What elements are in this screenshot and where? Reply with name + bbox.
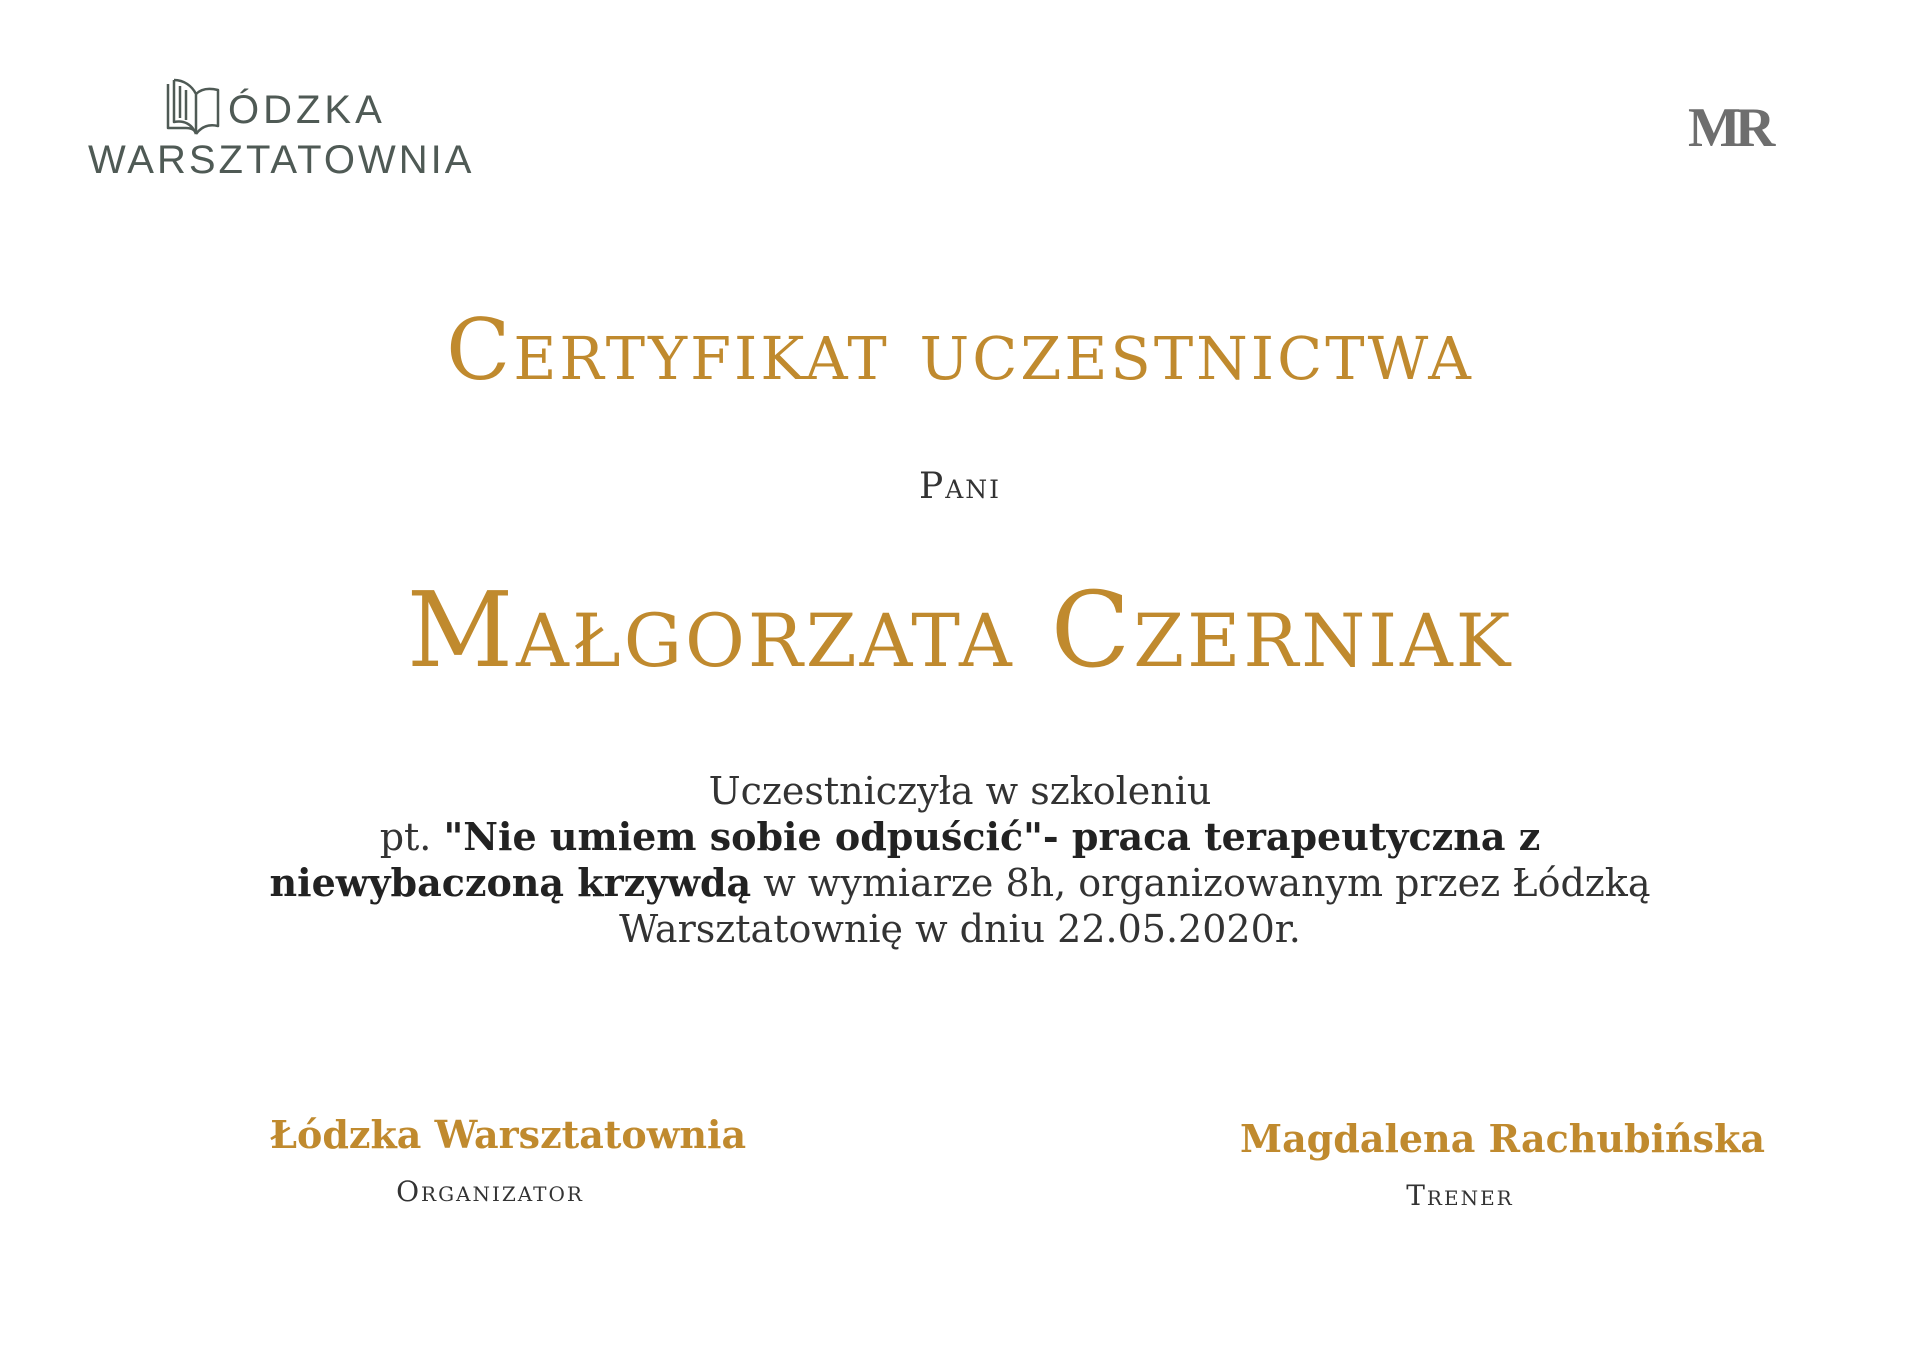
body-prefix: pt. [379, 815, 432, 859]
certificate-title: Certyfikat uczestnictwa [446, 301, 1474, 399]
mr-monogram-logo: MR [1688, 97, 1770, 159]
signature-name: Magdalena Rachubińska [1240, 1116, 1765, 1161]
logo-text-line2: WARSZTATOWNIA [88, 138, 475, 182]
body-intro: Uczestniczyła w szkoleniu [708, 769, 1212, 813]
signature-name: Łódzka Warsztatownia [270, 1112, 747, 1157]
salutation: Pani [918, 466, 1002, 507]
signature-organizer [270, 1112, 747, 1208]
book-icon [160, 76, 222, 138]
recipient-name: Małgorzata Czerniak [406, 569, 1514, 691]
body-suffix: w wymiarze 8h, organizowanym przez Łódzką Warsztatownię w dniu 22.05.2020r. [619, 861, 1651, 951]
signature-role: Trener [1406, 1179, 1514, 1212]
logo-text-line1: ÓDZKA [228, 88, 386, 132]
training-title: "Nie umiem sobie odpuścić"- praca terapeutyczna z niewybaczoną krzywdą [269, 814, 1541, 905]
certificate-body [260, 768, 1660, 952]
signature-role: Organizator [396, 1175, 584, 1208]
signature-trainer [1240, 1116, 1765, 1212]
lodzka-warsztatownia-logo [88, 72, 475, 182]
